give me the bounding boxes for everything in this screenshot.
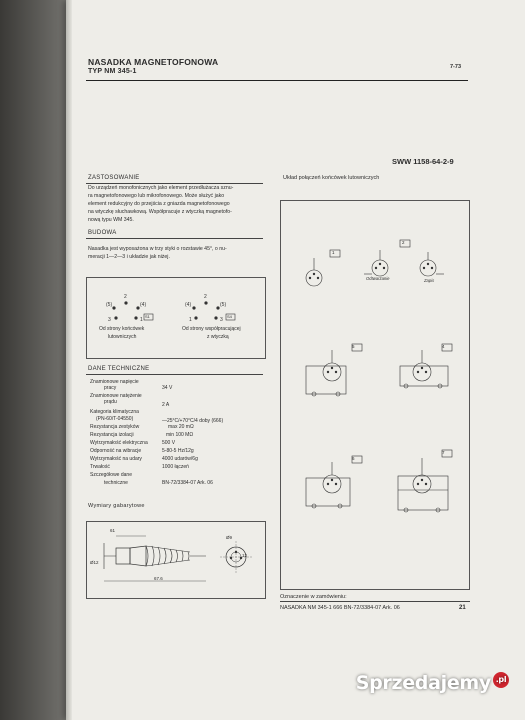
pin-left-label: S1 xyxy=(145,314,150,319)
svg-text:1: 1 xyxy=(189,317,192,323)
spec-label: Wytrzymałość na udary xyxy=(90,456,142,462)
budowa-line-1: Nasadka jest wyposażona w trzy styki o rozstawie 45°, o nu- xyxy=(88,246,227,252)
dim-676: 67.6 xyxy=(154,576,163,581)
wiring-label-2: 2 xyxy=(402,240,405,245)
pin-right-label: S4 xyxy=(227,314,232,319)
wiring-zapis: Zapis xyxy=(424,278,435,283)
zastosowanie-line-2: ra magnetofonowego lub mikrofonowego. Może służyć jako xyxy=(88,193,225,199)
svg-text:(4): (4) xyxy=(185,302,192,308)
spec-label: Wytrzymałość elektryczna xyxy=(90,440,148,446)
spec-label: Rezystancja zestyków xyxy=(90,424,140,430)
spec-label: Kategoria klimatyczna xyxy=(90,409,139,415)
doc-title: NASADKA MAGNETOFONOWA xyxy=(88,57,219,67)
spec-value: 34 V xyxy=(162,385,173,391)
zastosowanie-line-5: nową typu WM 345. xyxy=(88,217,134,223)
wiring-drawing xyxy=(280,200,468,588)
dim-diameter-9: Ø9 xyxy=(226,535,233,540)
zastosowanie-line-1: Do urządzeń monofonicznych jako element przedłużacza sznu- xyxy=(88,185,234,191)
spec-value: 1000 łączeń xyxy=(162,464,189,470)
spec-value: 500 V xyxy=(162,440,176,446)
wiring-label-7: 7 xyxy=(442,450,445,455)
watermark-suffix: .pl xyxy=(493,672,509,688)
watermark-text: Sprzedajemy xyxy=(355,672,491,694)
watermark-logo xyxy=(356,672,509,694)
svg-text:(5): (5) xyxy=(106,302,113,308)
pin-right-caption-1: Od strony współpracującej xyxy=(182,326,241,332)
pin-left-caption-2: lutowniczych xyxy=(108,334,137,340)
spec-value: max 20 mΩ xyxy=(168,424,194,430)
wiring-label-1: 1 xyxy=(332,250,335,255)
page-code: 7-73 xyxy=(450,64,462,70)
order-value: NASADKA NM 345-1 666 BN-72/3384-07 Ark. 06 xyxy=(280,605,400,611)
spec-value: 5-80-5 Hz/12g xyxy=(162,448,194,454)
spec-label: Szczegółowe dane xyxy=(90,472,132,478)
wiring-label-5: 5 xyxy=(352,344,355,349)
spec-label: Znamionowe natężenie xyxy=(90,393,142,399)
svg-text:(5): (5) xyxy=(220,302,227,308)
pin-left-caption-1: Od strony końcówek xyxy=(99,326,145,332)
document-page xyxy=(66,0,525,720)
section-heading-wymiary: Wymiary gabarytowe xyxy=(88,503,145,509)
spec-value: 4000 udarów/6g xyxy=(162,456,198,462)
spec-label-cont: pracy xyxy=(104,385,117,391)
pin-right-caption-2: z wtyczką xyxy=(207,334,229,340)
section-heading-budowa: BUDOWA xyxy=(88,230,117,236)
order-rule xyxy=(280,601,470,602)
svg-text:(4): (4) xyxy=(140,302,147,308)
zastosowanie-line-4: na wtyczkę słuchawkową. Współpracuje z wtyczką magnetofo- xyxy=(88,209,232,215)
svg-text:2: 2 xyxy=(204,294,207,300)
spec-label-cont: prądu xyxy=(104,399,117,405)
page-binding xyxy=(66,0,72,720)
order-label: Oznaczenie w zamówieniu: xyxy=(280,594,347,600)
spec-value: —25°C/+70°C/4 doby (666) xyxy=(162,418,224,424)
spec-value: 2 A xyxy=(162,402,170,408)
spec-value: BN-72/3384-07 Ark. 06 xyxy=(162,480,213,486)
budowa-line-2: meracji 1—2—3 i układzie jak niżej. xyxy=(88,254,170,260)
wiring-heading: Układ połączeń końcówek lutowniczych xyxy=(283,175,380,181)
svg-text:2: 2 xyxy=(124,294,127,300)
section-rule xyxy=(86,374,263,375)
dim-diameter-12: Ø12 xyxy=(90,560,99,565)
spec-label-cont: (PN-60/T-04550) xyxy=(96,416,134,422)
pin-diagram-drawing xyxy=(86,277,264,357)
section-rule xyxy=(86,238,263,239)
spec-label: Rezystancja izolacji xyxy=(90,432,134,438)
standard-number: SWW 1158-64-2-9 xyxy=(392,157,454,166)
svg-text:3: 3 xyxy=(220,317,223,323)
header-rule xyxy=(86,80,468,81)
spec-label: Znamionowe napięcie xyxy=(90,379,139,385)
section-heading-dane: DANE TECHNICZNE xyxy=(88,366,150,372)
wiring-label-6: 6 xyxy=(352,456,355,461)
spec-label: Trwałość xyxy=(90,464,110,470)
wiring-odtwarzanie: Odtwarzanie xyxy=(366,276,390,281)
wiring-label-4: 4 xyxy=(442,344,445,349)
spec-label-cont: techniczne xyxy=(104,480,128,486)
svg-text:3: 3 xyxy=(108,317,111,323)
doc-subtitle: TYP NM 345-1 xyxy=(88,68,137,75)
dim-61: 61 xyxy=(110,528,116,533)
svg-text:1: 1 xyxy=(140,317,143,323)
spec-value: min 100 MΩ xyxy=(166,432,194,438)
section-heading-zastosowanie: ZASTOSOWANIE xyxy=(88,175,140,181)
dim-12: 12 xyxy=(242,553,248,558)
spec-label: Odporność na wibracje xyxy=(90,448,142,454)
zastosowanie-line-3: element redukcyjny do przejścia z gniazda magnetofonowego xyxy=(88,201,230,207)
page-number: 21 xyxy=(459,605,466,611)
